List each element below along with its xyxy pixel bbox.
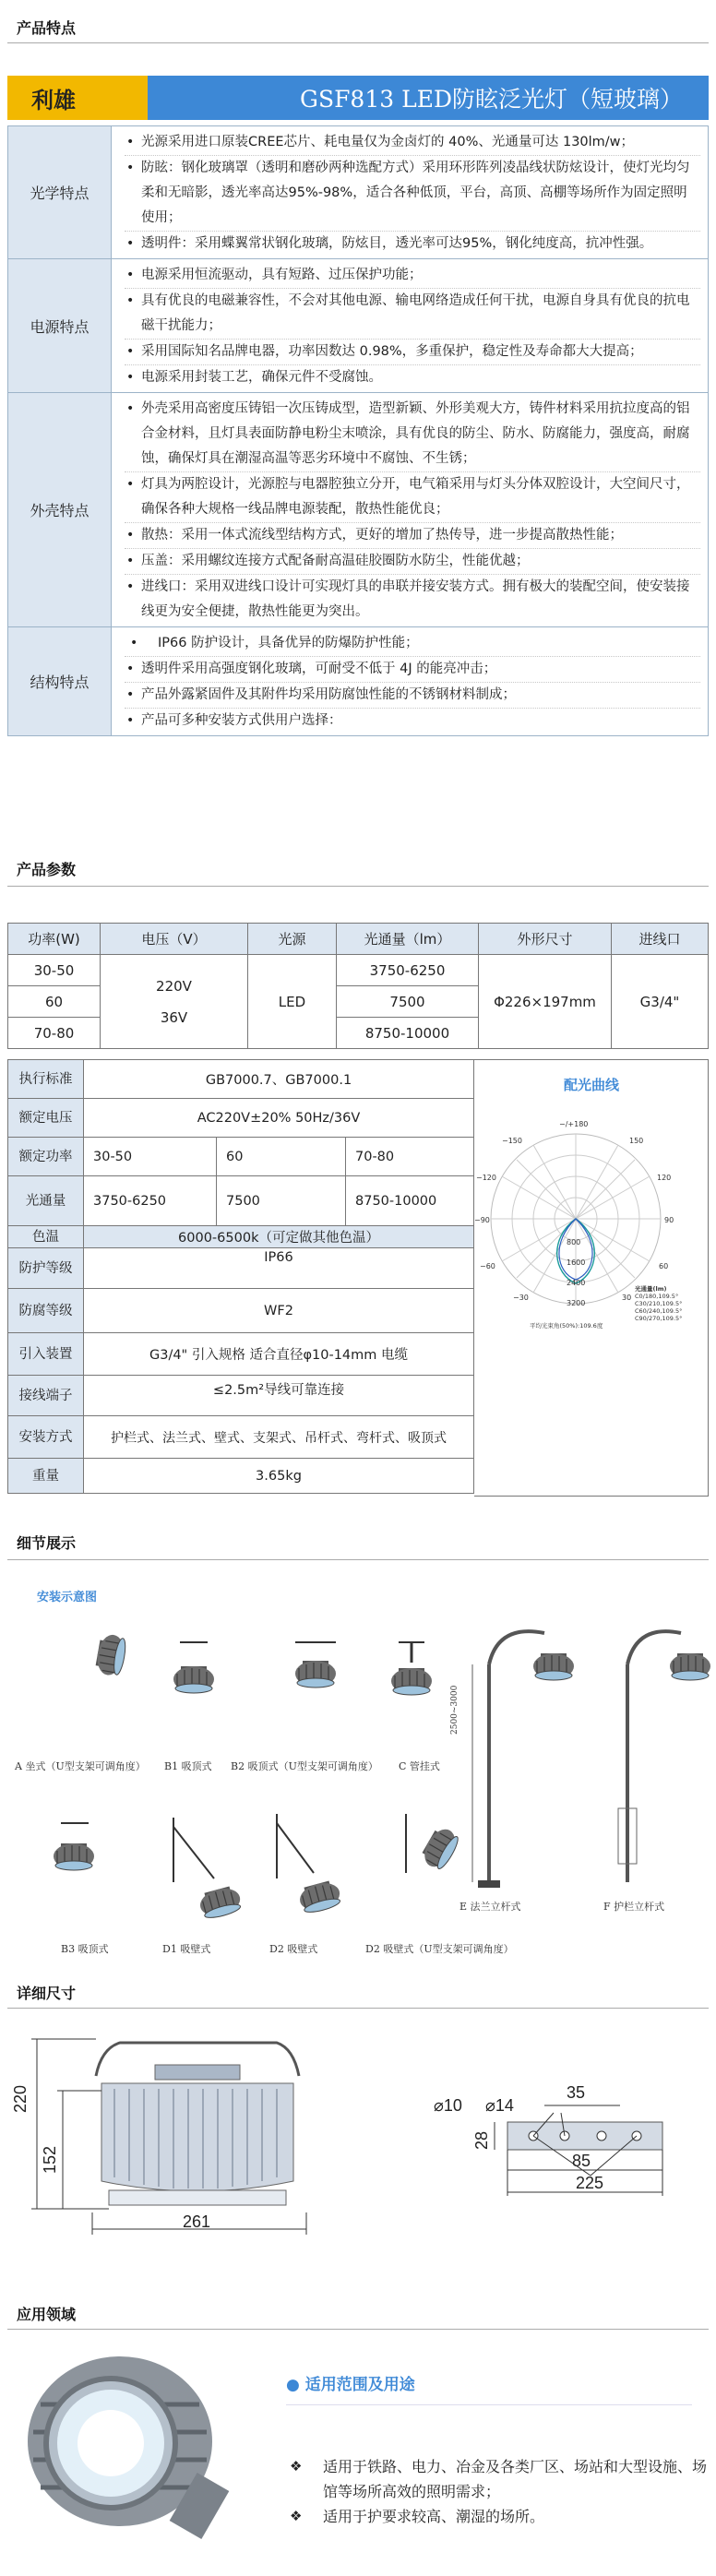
- param-label: 重量: [8, 1459, 84, 1494]
- table-row: [8, 1099, 474, 1138]
- param-label: 安装方式: [8, 1416, 84, 1459]
- lamp-type-b3-icon: [54, 1843, 94, 1870]
- install-caption: D2 吸壁式（U型支架可调角度）: [365, 1943, 514, 1955]
- dim-c: 85: [572, 2152, 591, 2170]
- curve-title: 配光曲线: [563, 1077, 619, 1093]
- power-cell: 70-80: [8, 1018, 101, 1049]
- pole-f: [618, 1631, 710, 1882]
- param-label: 防腐等级: [8, 1289, 84, 1333]
- dim-width: 261: [183, 2212, 211, 2231]
- install-caption: D1 吸壁式: [162, 1943, 211, 1955]
- lumen-cell: 8750-10000: [337, 1018, 479, 1049]
- feature-item: • 防眩：钢化玻璃罩（透明和磨砂两种选配方式）采用环形阵列凌晶线状防炫设计，使灯光均匀柔和无暗影，透光率高达95%-98%，适合各种低顶，平台，高顶、高棚等场所作为固定照明使用；: [125, 156, 700, 232]
- feature-row-structure: [8, 627, 709, 736]
- param-value: ≤2.5m²导线可靠连接: [84, 1376, 474, 1416]
- param-label: 防护等级: [8, 1248, 84, 1289]
- feature-row-power: [8, 259, 709, 393]
- install-caption: D2 吸壁式: [269, 1943, 318, 1955]
- param-label: 执行标准: [8, 1060, 84, 1099]
- param-value: GB7000.7、GB7000.1: [84, 1060, 474, 1099]
- pole-e: [472, 1631, 574, 1888]
- angle-label: −90: [474, 1216, 490, 1224]
- col-header-inlet: 进线口: [612, 924, 709, 955]
- param-value: IP66: [84, 1248, 474, 1289]
- angle-label: 90: [664, 1216, 674, 1224]
- install-caption: B3 吸顶式: [61, 1943, 109, 1955]
- angle-label: 150: [629, 1137, 644, 1145]
- angle-label: −120: [476, 1174, 496, 1182]
- section-title-dimensions: 详细尺寸: [17, 1985, 77, 2002]
- angle-label: −30: [513, 1294, 529, 1302]
- lamp-type-b2-icon: [295, 1661, 336, 1688]
- voltage-cell: [101, 955, 248, 1049]
- angle-label: 30: [622, 1294, 632, 1302]
- feature-row-optical: [8, 126, 709, 259]
- legend-item: C90/270,109.5°: [635, 1315, 683, 1322]
- feature-item: • 散热：采用一体式流线型结构方式，更好的增加了热传导，进一步提高散热性能；: [125, 523, 700, 549]
- install-caption: B1 吸顶式: [164, 1760, 212, 1772]
- feature-item: • 透明件：采用蝶翼常状钢化玻璃，防炫目，透光率可达95%，钢化纯度高，抗冲性强。: [125, 232, 700, 256]
- power-cell: 30-50: [8, 955, 101, 986]
- install-caption: E 法兰立杆式: [459, 1901, 521, 1913]
- radial-label: 3200: [567, 1299, 586, 1307]
- param-value: 3750-6250: [84, 1176, 217, 1226]
- radial-label: 1600: [567, 1258, 586, 1267]
- lamp-type-a-icon: [94, 1633, 127, 1677]
- voltage-36: 36V: [160, 1008, 188, 1026]
- dim-b: 28: [472, 2130, 491, 2150]
- table-row: [8, 1289, 474, 1333]
- dim-height: 220: [11, 2084, 30, 2113]
- application-item: ❖ 适用于护要求较高、潮湿的场所。: [286, 2504, 710, 2529]
- lamp-type-b1-icon: [173, 1666, 214, 1693]
- table-row: [8, 1060, 474, 1099]
- dim-a: 35: [567, 2083, 586, 2102]
- inlet-cell: G3/4": [612, 955, 709, 1049]
- product-banner: [7, 76, 709, 120]
- feature-label: 电源特点: [8, 259, 112, 393]
- feature-item: • 进线口：采用双进线口设计可实现灯具的串联并接安装方式。拥有极大的装配空间，使安装接线更为安全便捷，散热性能更为突出。: [125, 575, 700, 625]
- param-value: WF2: [84, 1289, 474, 1333]
- feature-row-housing: [8, 393, 709, 627]
- section-divider: [7, 1559, 709, 1560]
- feature-label: 结构特点: [8, 627, 112, 736]
- install-caption: B2 吸顶式（U型支架可调角度）: [231, 1760, 378, 1772]
- param-value: 3.65kg: [84, 1459, 474, 1494]
- table-row: [8, 955, 709, 986]
- legend-item: C60/240,109.5°: [635, 1307, 683, 1315]
- param-value: 护栏式、法兰式、壁式、支架式、吊杆式、弯杆式、吸顶式: [84, 1416, 474, 1459]
- section-divider: [7, 2329, 709, 2330]
- lumen-cell: 7500: [337, 986, 479, 1018]
- col-header-lumens: 光通量（lm）: [337, 924, 479, 955]
- legend-item: C0/180,109.5°: [635, 1293, 679, 1300]
- param-label: 额定功率: [8, 1138, 84, 1176]
- param-value: 8750-10000: [346, 1176, 474, 1226]
- lumen-cell: 3750-6250: [337, 955, 479, 986]
- pole-height-label: 2500~3000: [450, 1685, 459, 1735]
- feature-item: • IP66 防护设计，具备优异的防爆防护性能；: [125, 631, 700, 657]
- table-row: [8, 1248, 474, 1289]
- feature-item: • 灯具为两腔设计，光源腔与电器腔独立分开，电气箱采用与灯头分体双腔设计，大空间尺寸，确保各种大规格一线品牌电源装配，散热性能优良；: [125, 472, 700, 523]
- feature-item: • 透明件采用高强度钢化玻璃，可耐受不低于 4J 的能亮冲击；: [125, 657, 700, 683]
- table-row: [8, 1226, 474, 1248]
- table-row: [8, 1376, 474, 1416]
- col-header-voltage: 电压（V）: [101, 924, 248, 955]
- install-caption: A 坐式（U型支架可调角度）: [15, 1760, 146, 1772]
- table-row: [8, 1138, 474, 1176]
- table-row: [8, 1333, 474, 1376]
- section-divider: [7, 2008, 709, 2009]
- lamp-type-d1-icon: [197, 1884, 244, 1920]
- param-value: 70-80: [346, 1138, 474, 1176]
- table-row: [8, 1176, 474, 1226]
- lamp-type-d2-icon: [297, 1878, 343, 1914]
- feature-item: • 外壳采用高密度压铸铝一次压铸成型，造型新颖、外形美观大方，铸件材料采用抗拉度高的铝合金材料，且灯具表面防静电粉尘末喷涂，具有优良的防尘、防水、防腐能力，强度高，耐腐蚀，确保灯具在潮湿高温等恶劣环境中不腐蚀、不生锈；: [125, 397, 700, 472]
- application-title-text: 适用范围及用途: [304, 2376, 415, 2394]
- feature-item: • 电源采用恒流驱动，具有短路、过压保护功能；: [125, 263, 700, 289]
- legend-item: C30/210,109.5°: [635, 1300, 683, 1307]
- dim-total: 225: [576, 2174, 604, 2192]
- feature-label: 光学特点: [8, 126, 112, 259]
- param-value: AC220V±20% 50Hz/36V: [84, 1099, 474, 1138]
- product-name: GSF813 LED防眩泛光灯（短玻璃）: [148, 76, 709, 120]
- table-row: [8, 1416, 474, 1459]
- product-photo: [9, 2340, 249, 2570]
- source-cell: LED: [248, 955, 337, 1049]
- application-title: ● 适用范围及用途: [286, 2376, 415, 2394]
- param-table-main: [7, 923, 709, 1049]
- feature-item: • 采用国际知名品牌电器，功率因数达 0.98%，多重保护，稳定性及寿命都大大提高；: [125, 340, 700, 365]
- param-value: 60: [217, 1138, 346, 1176]
- voltage-220: 220V: [156, 977, 192, 995]
- section-title-details: 细节展示: [17, 1534, 77, 1552]
- dim-hole-d1: ⌀10: [434, 2096, 462, 2115]
- feature-item: • 电源采用封装工艺，确保元件不受腐蚀。: [125, 365, 700, 390]
- application-item: ❖ 适用于铁路、电力、冶金及各类厂区、场站和大型设施、场馆等场所高效的照明需求；: [286, 2454, 710, 2504]
- param-label: 光通量: [8, 1176, 84, 1226]
- feature-item: • 具有优良的电磁兼容性，不会对其他电源、输电网络造成任何干扰，电源自身具有优良的抗电磁干扰能力；: [125, 289, 700, 340]
- polar-chart: [474, 1110, 709, 1387]
- angle-label: 120: [657, 1174, 672, 1182]
- lamp-type-d2u-icon: [419, 1824, 462, 1873]
- col-header-source: 光源: [248, 924, 337, 955]
- param-label: 色温: [8, 1226, 84, 1248]
- radial-label: 2400: [567, 1279, 586, 1287]
- section-divider: [7, 886, 709, 887]
- feature-label: 外壳特点: [8, 393, 112, 627]
- size-cell: Φ226×197mm: [479, 955, 612, 1049]
- param-value: 30-50: [84, 1138, 217, 1176]
- curve-footer: 平均光束角(50%):109.6度: [530, 1322, 603, 1330]
- param-label: 接线端子: [8, 1376, 84, 1416]
- param-value: 6000-6500k（可定做其他色温）: [84, 1226, 474, 1248]
- feature-item: • 光源采用进口原装CREE芯片、耗电量仅为金卤灯的 40%、光通量可达 130lm/w；: [125, 130, 700, 156]
- section-divider: [7, 42, 709, 43]
- col-header-power: 功率(W): [8, 924, 101, 955]
- feature-item: • 产品外露紧固件及其附件均采用防腐蚀性能的不锈钢材料制成；: [125, 683, 700, 709]
- radial-label: 800: [567, 1238, 581, 1246]
- dimension-drawing: [0, 2011, 716, 2251]
- legend-title: 光通量(lm): [635, 1285, 667, 1293]
- install-caption: F 护栏立杆式: [603, 1901, 665, 1913]
- feature-table: [7, 125, 709, 736]
- param-label: 引入装置: [8, 1333, 84, 1376]
- col-header-size: 外形尺寸: [479, 924, 612, 955]
- application-list: [286, 2454, 710, 2529]
- dim-hole-d2: ⌀14: [485, 2096, 514, 2115]
- dim-mid-height: 152: [41, 2145, 59, 2174]
- front-view: [31, 2039, 306, 2235]
- feature-item: • 产品可多种安装方式供用户选择：: [125, 709, 700, 733]
- angle-label: 60: [659, 1262, 669, 1270]
- param-value: 7500: [217, 1176, 346, 1226]
- table-row: [8, 1459, 474, 1494]
- param-value: G3/4" 引入规格 适合直径φ10-14mm 电缆: [84, 1333, 474, 1376]
- angle-label: −60: [480, 1262, 495, 1270]
- param-table-detail: [7, 1059, 474, 1494]
- brand-name: 利雄: [7, 76, 148, 120]
- lamp-type-c-icon: [391, 1668, 432, 1695]
- power-cell: 60: [8, 986, 101, 1018]
- param-label: 额定电压: [8, 1099, 84, 1138]
- param-header-row: [8, 924, 709, 955]
- feature-item: • 压盖：采用螺纹连接方式配备耐高温硅胶圈防水防尘，性能优越；: [125, 549, 700, 575]
- angle-label: −/+180: [559, 1120, 589, 1128]
- section-title-features: 产品特点: [17, 19, 77, 37]
- install-diagram-title: 安装示意图: [37, 1591, 98, 1604]
- light-distribution-panel: [474, 1059, 709, 1497]
- application-divider: [286, 2404, 692, 2405]
- section-title-applications: 应用领域: [17, 2306, 77, 2323]
- install-caption: C 管挂式: [399, 1760, 440, 1772]
- angle-label: −150: [502, 1137, 522, 1145]
- section-title-params: 产品参数: [17, 861, 77, 878]
- install-diagrams: [0, 1605, 716, 1974]
